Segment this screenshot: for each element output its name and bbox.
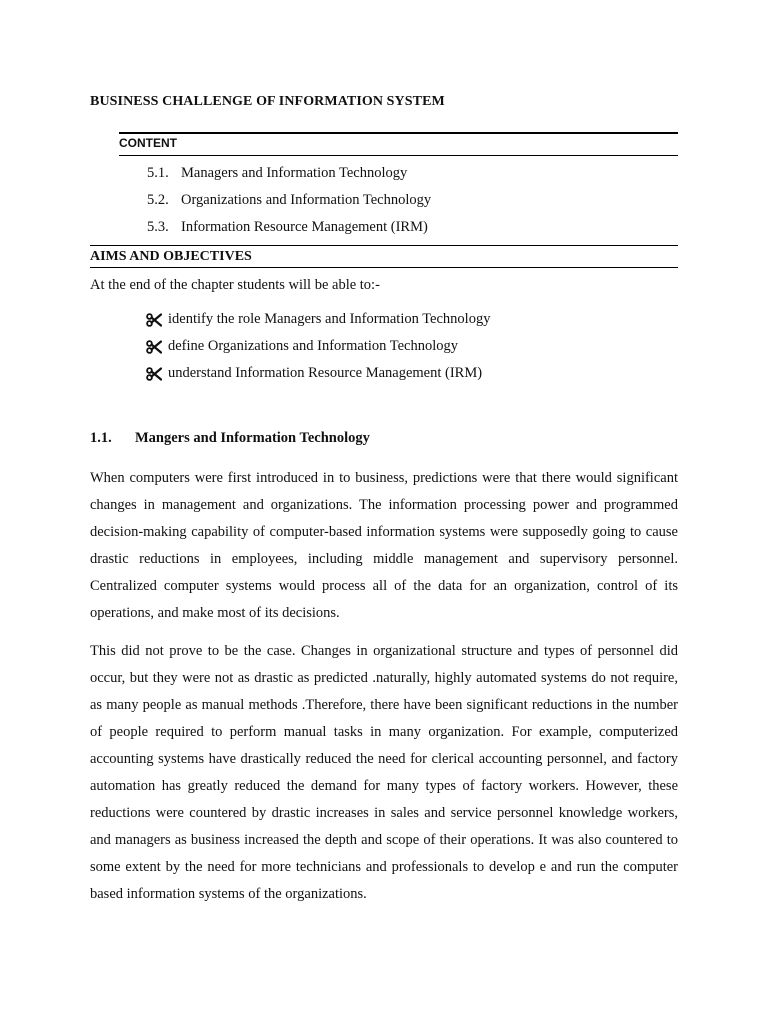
content-label: CONTENT [119, 136, 177, 150]
objective-item [146, 338, 458, 355]
toc-item-number: 5.1. [147, 165, 169, 181]
scissors-bullet-icon [146, 340, 168, 354]
objective-item [146, 365, 482, 382]
scissors-bullet-icon [146, 367, 168, 381]
aims-top-rule [90, 245, 678, 246]
content-top-rule [119, 132, 678, 134]
toc-item-label: Organizations and Information Technology [181, 192, 432, 208]
toc-item [147, 165, 407, 182]
section-number: 1.1. [90, 430, 112, 446]
toc-item-number: 5.3. [147, 219, 169, 235]
content-bottom-rule [119, 155, 678, 156]
toc-item-number: 5.2. [147, 192, 169, 208]
toc-item-label: Information Resource Management (IRM) [181, 219, 428, 235]
objective-text: understand Information Resource Management (IRM) [168, 365, 483, 381]
body-paragraph: This did not prove to be the case. Changes in organizational structure and types of personnel did occur, but they were not as drastic as predicted .naturally, highly automated systems do not require, as many people as manual methods .Therefore, there have been significant reductions in the number of people required to perform manual tasks in many organization. For example, computerized accounting systems have drastically reduced the need for clerical accounting personnel, and factory automation has greatly reduced the demand for many types of factory workers. However, these reductions were countered by drastic increases in sales and service personnel knowledge workers, and managers as business increased the depth and scope of their operations. It was also countered to some extent by the need for more technicians and professionals to develop e and run the computer based information systems of the organizations. [90, 643, 678, 902]
toc-item [147, 192, 431, 209]
aims-heading: AIMS AND OBJECTIVES [90, 249, 252, 264]
toc-item [147, 219, 428, 236]
toc-item-label: Managers and Information Technology [181, 165, 408, 181]
aims-intro: At the end of the chapter students will be able to:- [90, 277, 380, 293]
objective-item [146, 311, 490, 328]
section-heading [90, 430, 370, 447]
scissors-bullet-icon [146, 313, 168, 327]
body-paragraph: When computers were first introduced in to business, predictions were that there would significant changes in management and organizations. The information processing power and programmed decision-making capability of computer-based information systems were supposedly going to cause drastic reductions in employees, including middle management and supervisory personnel. Centralized computer systems would process all of the data for an organization, control of its operations, and make most of its decisions. [90, 470, 678, 621]
section-title: Mangers and Information Technology [135, 430, 370, 446]
aims-bottom-rule [90, 267, 678, 268]
document-title: BUSINESS CHALLENGE OF INFORMATION SYSTEM [90, 94, 445, 109]
objective-text: define Organizations and Information Technology [168, 338, 458, 354]
objective-text: identify the role Managers and Information Technology [168, 311, 491, 327]
